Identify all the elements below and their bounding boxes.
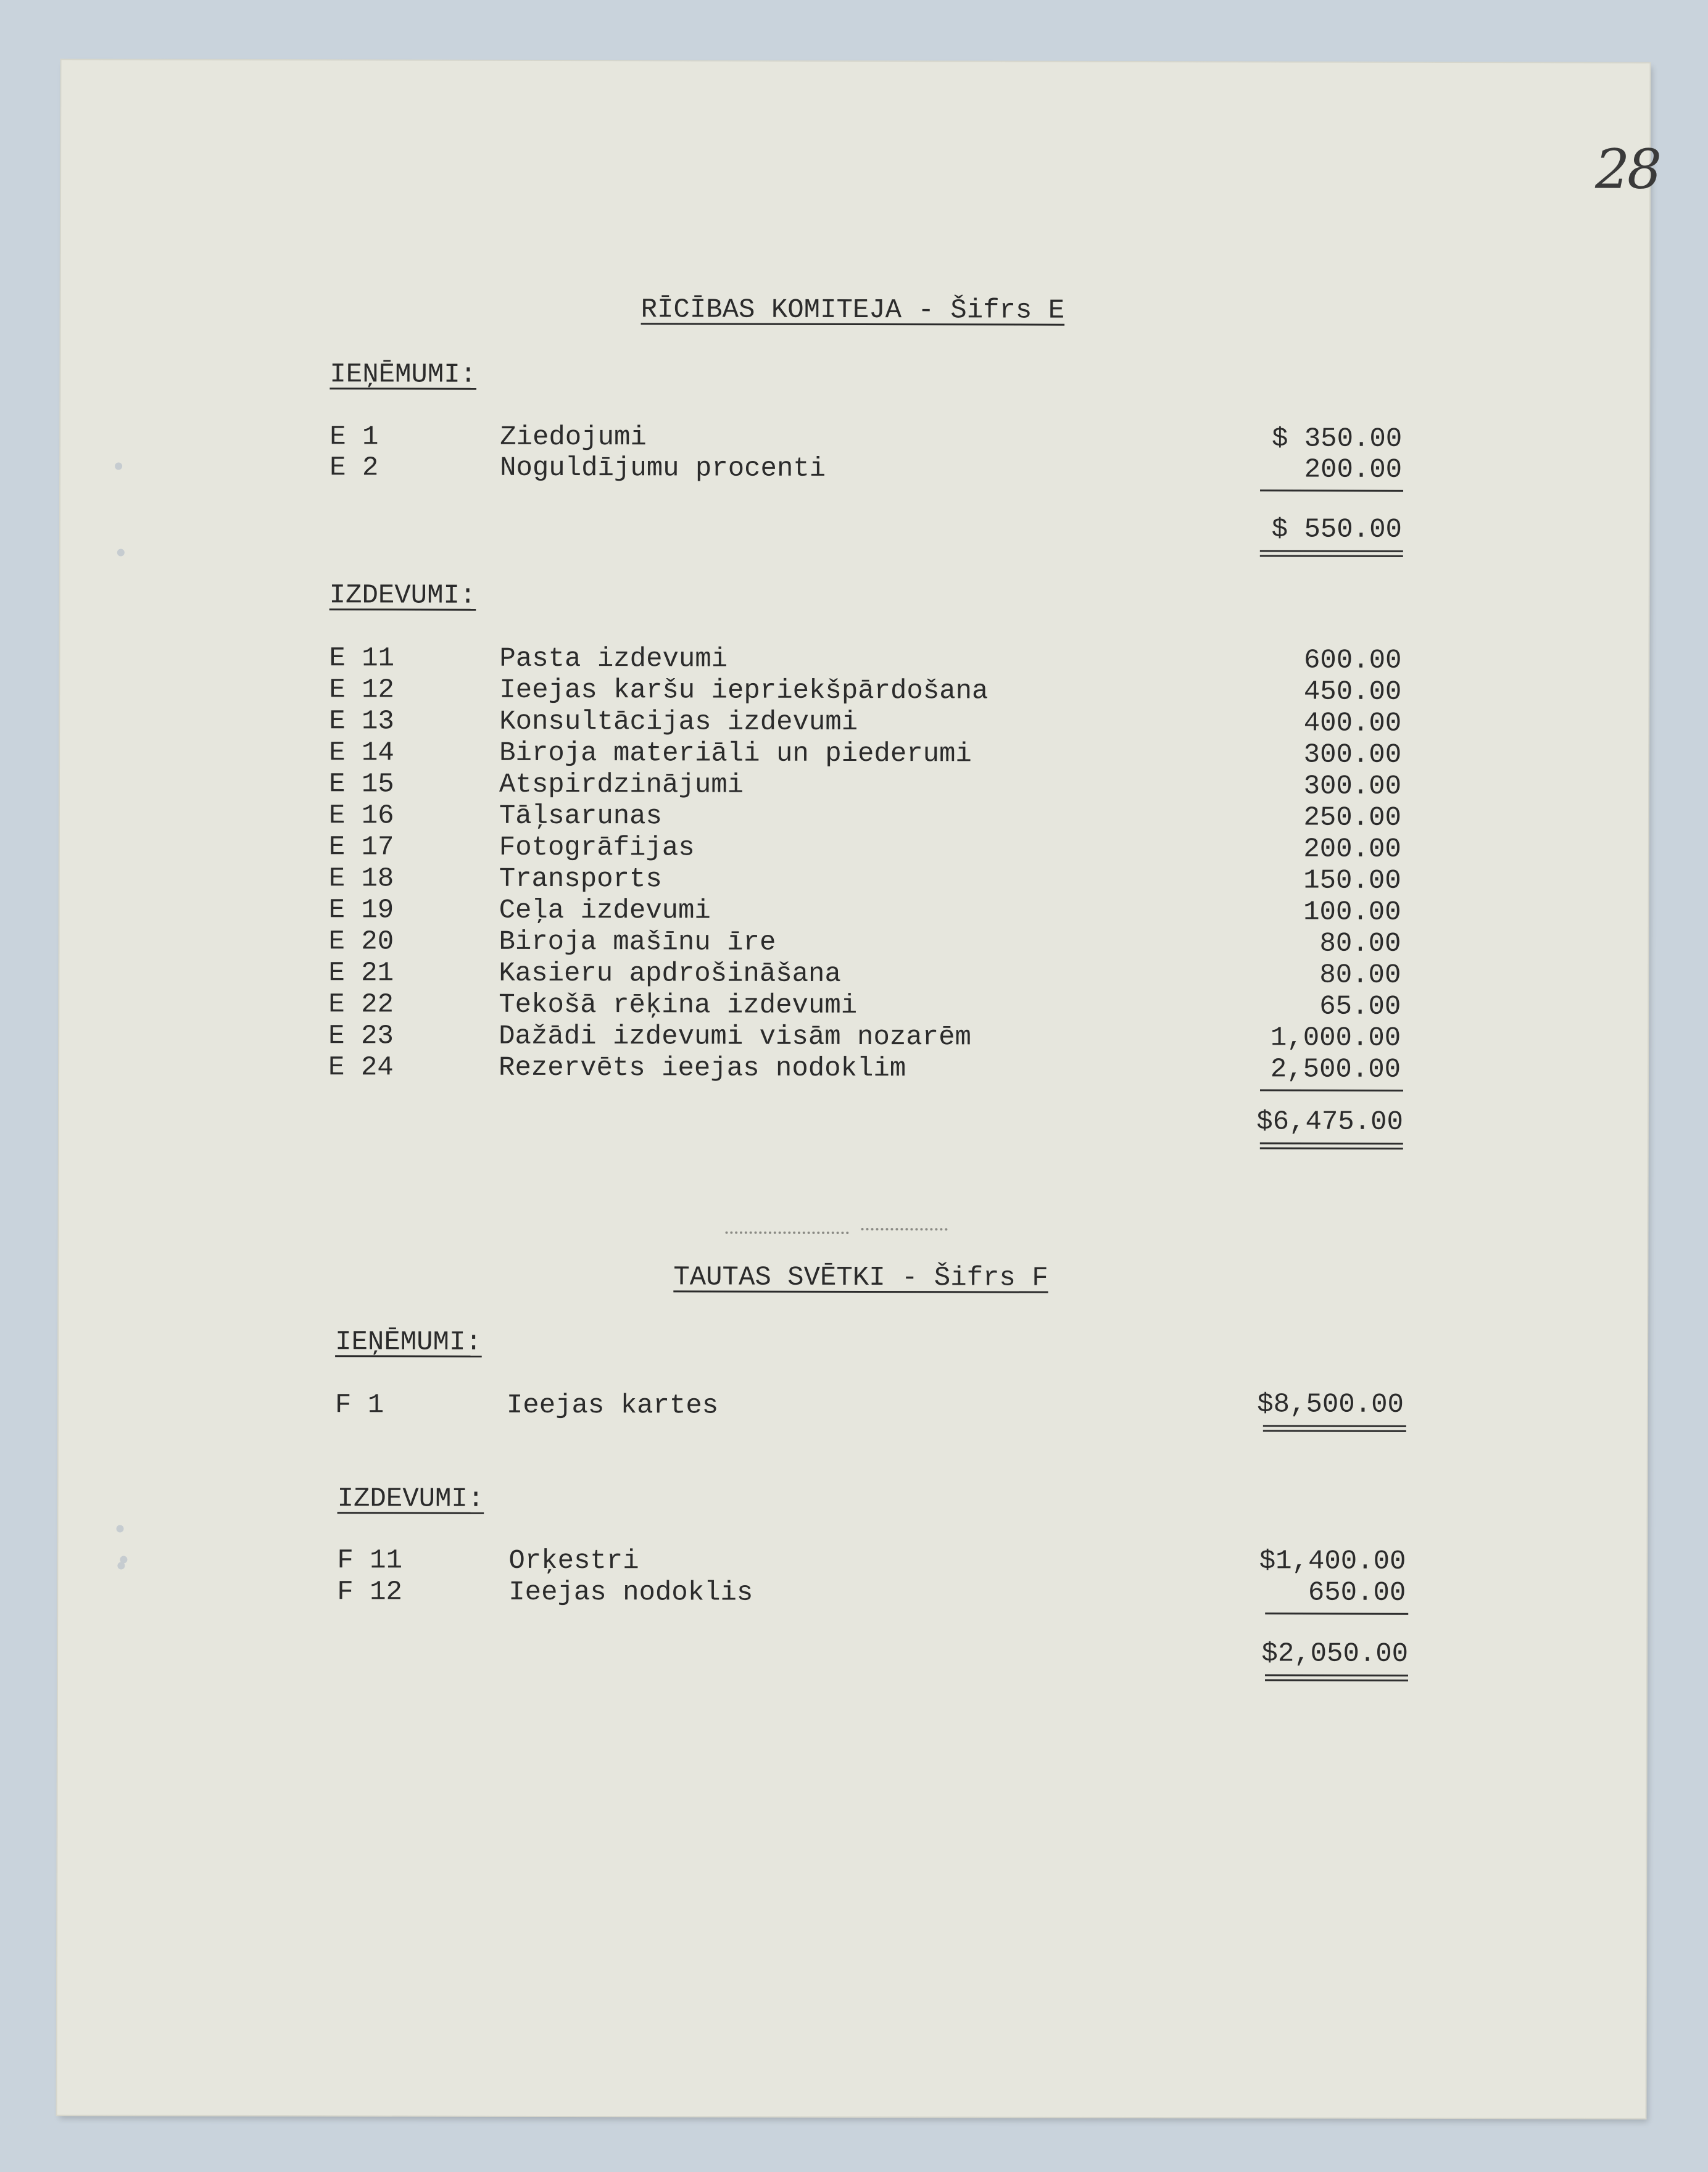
- section-f-title: TAUTAS SVĒTKI - Šifrs F: [673, 1262, 1048, 1294]
- total-double-rule: [1260, 1147, 1403, 1149]
- item-code: E 17: [328, 832, 394, 863]
- punch-hole: [117, 549, 125, 556]
- item-amount: 100.00: [1303, 897, 1401, 928]
- subtotal-rule: [1260, 489, 1403, 491]
- item-amount: 650.00: [1308, 1577, 1406, 1609]
- item-amount: 80.00: [1319, 960, 1401, 991]
- item-code: E 12: [329, 674, 395, 706]
- item-description: Biroja materiāli un piederumi: [499, 737, 972, 770]
- item-description: Pasta izdevumi: [499, 643, 728, 675]
- total-double-rule: [1260, 1142, 1403, 1144]
- item-amount: 450.00: [1303, 676, 1402, 708]
- total-double-rule: [1265, 1674, 1408, 1676]
- item-description: Ieejas nodoklis: [508, 1577, 753, 1609]
- item-code: E 19: [328, 895, 394, 926]
- faint-dotted-mark: [725, 1232, 848, 1237]
- item-code: E 2: [330, 452, 379, 484]
- item-description: Kasieru apdrošināšana: [499, 958, 841, 990]
- item-code: E 21: [328, 958, 394, 989]
- item-code: E 15: [328, 769, 394, 800]
- item-code: F 1: [334, 1390, 384, 1421]
- total-double-rule: [1260, 550, 1403, 552]
- subtotal-rule: [1265, 1612, 1408, 1614]
- item-description: Ziedojumi: [500, 421, 647, 454]
- item-description: Fotogrāfijas: [499, 832, 695, 864]
- item-amount: 65.00: [1319, 991, 1401, 1022]
- item-amount: 300.00: [1303, 739, 1402, 771]
- item-description: Dažādi izdevumi visām nozarēm: [499, 1021, 971, 1053]
- punch-hole: [120, 1556, 127, 1564]
- item-description: Ceļa izdevumi: [499, 895, 711, 927]
- item-description: Tāļsarunas: [499, 800, 663, 832]
- item-description: Biroja mašīnu īre: [499, 926, 776, 958]
- item-code: F 11: [337, 1545, 403, 1577]
- item-amount: 150.00: [1303, 865, 1401, 897]
- item-description: Transports: [499, 863, 662, 895]
- section-e-expense-heading: IZDEVUMI:: [329, 580, 476, 611]
- item-code: E 20: [328, 926, 394, 958]
- item-code: E 14: [329, 737, 394, 769]
- item-amount: 600.00: [1303, 645, 1402, 676]
- item-description: Noguldījumu procenti: [500, 452, 826, 484]
- item-amount: $1,400.00: [1259, 1546, 1406, 1577]
- item-description: Orķestri: [508, 1545, 639, 1577]
- item-description: Tekošā rēķina izdevumi: [499, 989, 858, 1022]
- item-code: E 16: [328, 800, 394, 832]
- section-f-expense-total: $2,050.00: [1261, 1638, 1409, 1670]
- item-code: E 1: [330, 421, 379, 453]
- item-amount: $ 350.00: [1271, 423, 1403, 455]
- item-amount: 250.00: [1303, 802, 1401, 834]
- handwritten-page-number: 28: [1595, 137, 1660, 201]
- section-f-expense-heading: IZDEVUMI:: [337, 1483, 484, 1515]
- item-amount: 1,000.00: [1270, 1022, 1401, 1054]
- item-description: Konsultācijas izdevumi: [499, 706, 858, 739]
- item-code: E 13: [329, 706, 394, 737]
- total-double-rule: [1260, 555, 1403, 557]
- total-double-rule: [1263, 1425, 1406, 1427]
- section-e-income-heading: IEŅĒMUMI:: [330, 359, 477, 391]
- item-code: E 23: [328, 1021, 394, 1052]
- section-e-title: RĪCĪBAS KOMITEJA - Šifrs E: [640, 294, 1065, 326]
- section-e-income-total: $ 550.00: [1271, 514, 1402, 545]
- item-description: Ieejas kartes: [506, 1390, 719, 1422]
- punch-hole: [116, 1525, 123, 1532]
- punch-hole: [115, 462, 122, 470]
- section-f-income-heading: IEŅĒMUMI:: [335, 1327, 482, 1358]
- item-description: Atspirdzinājumi: [499, 769, 744, 801]
- item-amount: 2,500.00: [1270, 1054, 1401, 1085]
- item-amount: 400.00: [1303, 708, 1402, 739]
- item-amount: 80.00: [1319, 928, 1401, 960]
- item-description: Ieejas karšu iepriekšpārdošana: [499, 674, 989, 707]
- section-e-expense-total: $6,475.00: [1256, 1106, 1403, 1138]
- item-amount: 200.00: [1304, 454, 1403, 486]
- item-amount: 300.00: [1303, 771, 1402, 802]
- total-double-rule: [1265, 1679, 1408, 1681]
- item-description: Rezervēts ieejas nodoklim: [499, 1052, 906, 1085]
- item-code: F 12: [337, 1577, 402, 1608]
- total-double-rule: [1263, 1430, 1406, 1432]
- item-code: E 18: [328, 863, 394, 895]
- item-code: E 11: [329, 643, 395, 674]
- subtotal-rule: [1260, 1089, 1403, 1091]
- item-amount: 200.00: [1303, 834, 1401, 865]
- item-code: E 24: [328, 1052, 394, 1084]
- item-code: E 22: [328, 989, 394, 1021]
- faint-dotted-mark: [861, 1228, 948, 1233]
- item-amount: $8,500.00: [1257, 1389, 1404, 1420]
- document-page: [57, 60, 1660, 2118]
